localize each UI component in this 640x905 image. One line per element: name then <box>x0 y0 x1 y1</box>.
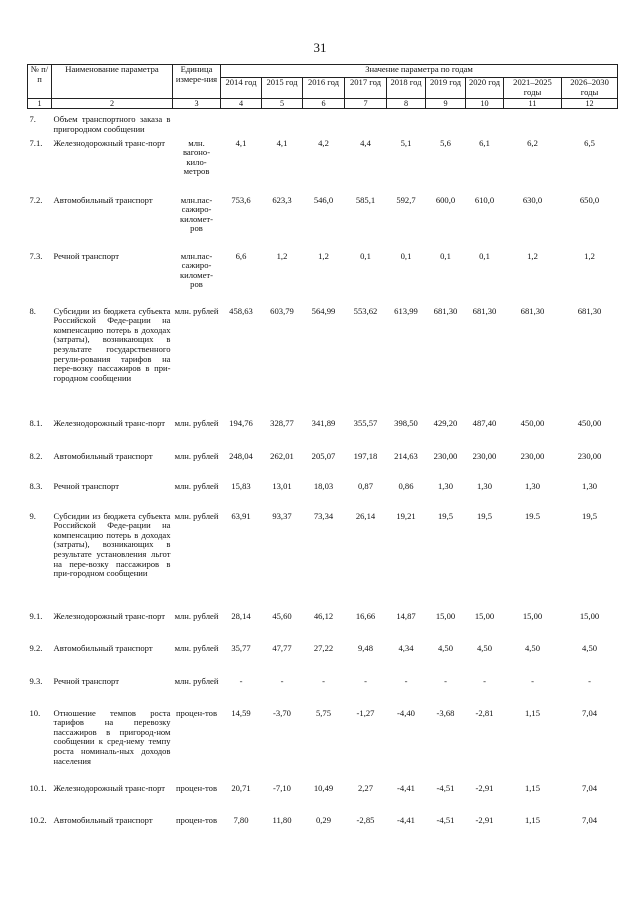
value-cell: - <box>404 675 408 686</box>
parameter-name: Железнодорожный транс-порт <box>53 610 166 621</box>
value-cell: 650,0 <box>579 194 600 205</box>
value-cell: - <box>531 675 534 686</box>
value-cell: 7,04 <box>582 707 598 718</box>
unit: процен-тов <box>175 814 218 825</box>
value-cell: 4,4 <box>360 137 371 148</box>
value-cell: -4,41 <box>397 814 415 825</box>
page-number: 31 <box>313 40 327 55</box>
value-cell: -3,68 <box>436 707 455 718</box>
value-cell: -1,27 <box>356 707 375 718</box>
value-cell: 13,01 <box>272 480 292 491</box>
value-cell: 398,50 <box>394 417 418 428</box>
value-cell: 1,15 <box>524 814 541 825</box>
value-cell: -4,51 <box>436 782 455 793</box>
value-cell: 0,86 <box>398 480 414 491</box>
value-cell: 5,1 <box>400 137 412 148</box>
row-number: 8. <box>29 305 36 316</box>
row-number: 10. <box>29 707 41 718</box>
value-cell: 2,27 <box>357 782 374 793</box>
header-year: 2018 год <box>387 78 426 99</box>
column-number: 10 <box>466 99 504 109</box>
value-cell: 328,77 <box>270 417 294 428</box>
value-cell: 9,48 <box>357 642 374 653</box>
value-cell: 19,21 <box>396 510 416 521</box>
column-number: 4 <box>221 99 262 109</box>
value-cell: 355,57 <box>353 417 378 428</box>
value-cell: 1,2 <box>584 250 595 261</box>
row-number: 9.1. <box>29 610 43 621</box>
value-cell: 4,50 <box>524 642 541 653</box>
value-cell: 553,62 <box>353 305 378 316</box>
header-year: 2020 год <box>466 78 504 99</box>
value-cell: 27,22 <box>313 642 334 653</box>
header-year: 2015 год <box>262 78 303 99</box>
table-row <box>28 784 618 816</box>
value-cell <box>221 109 262 139</box>
table-row <box>28 196 618 252</box>
value-cell: 4,34 <box>398 642 414 653</box>
table-row <box>28 139 618 196</box>
value-cell: 7,80 <box>233 814 249 825</box>
column-number: 12 <box>562 99 618 109</box>
parameter-name: Железнодорожный транс-порт <box>53 137 166 148</box>
value-cell: 681,30 <box>520 305 545 316</box>
value-cell: 35,77 <box>231 642 251 653</box>
value-cell: - <box>322 675 325 686</box>
value-cell: - <box>483 675 486 686</box>
value-cell: 0,1 <box>360 250 371 261</box>
row-number: 7. <box>29 114 36 124</box>
value-cell: 18,03 <box>313 480 334 491</box>
parameter-name: Речной транспорт <box>53 480 119 491</box>
value-cell: - <box>444 675 447 686</box>
column-number: 8 <box>387 99 426 109</box>
value-cell: 0,1 <box>400 250 412 261</box>
value-cell: 46,12 <box>313 610 334 621</box>
row-number: 10.2. <box>29 814 47 825</box>
column-number: 9 <box>426 99 466 109</box>
unit: процен-тов <box>175 707 218 718</box>
value-cell: 5,6 <box>440 137 451 148</box>
unit: млн. рублей <box>174 642 219 653</box>
value-cell: 1,15 <box>524 782 541 793</box>
unit: млн. рублей <box>174 450 219 461</box>
value-cell: 262,01 <box>270 450 294 461</box>
value-cell: 341,89 <box>311 417 336 428</box>
parameter-name: Автомобильный транспорт <box>53 450 153 461</box>
header-year: 2021–2025 годы <box>504 78 562 99</box>
value-cell: 450,00 <box>577 417 602 428</box>
unit: млн. рублей <box>174 417 219 428</box>
value-cell: 28,14 <box>231 610 251 621</box>
value-cell: 1,30 <box>437 480 454 491</box>
value-cell: 0,1 <box>479 250 490 261</box>
value-cell: 4,1 <box>235 137 247 148</box>
value-cell <box>504 109 562 139</box>
row-number: 8.3. <box>29 480 43 491</box>
value-cell: 4,2 <box>318 137 329 148</box>
column-number: 2 <box>52 99 173 109</box>
value-cell: 194,76 <box>229 417 253 428</box>
column-number: 3 <box>173 99 221 109</box>
table-row <box>28 644 618 677</box>
unit: млн. рублей <box>174 610 219 621</box>
parameter-name: Железнодорожный транс-порт <box>53 782 166 793</box>
value-cell: 7,04 <box>582 782 598 793</box>
value-cell: 487,40 <box>472 417 497 428</box>
value-cell: -2,81 <box>475 707 494 718</box>
value-cell: 0,1 <box>440 250 451 261</box>
value-cell <box>466 109 504 139</box>
header-year: 2019 год <box>426 78 466 99</box>
value-cell: 0,29 <box>315 814 332 825</box>
row-number: 7.2. <box>29 194 43 205</box>
value-cell: - <box>364 675 367 686</box>
header-year: 2014 год <box>221 78 262 99</box>
column-number: 5 <box>262 99 303 109</box>
unit: млн.пас-сажиро-километ-ров <box>179 250 214 290</box>
value-cell: -2,85 <box>356 814 375 825</box>
parameter-name: Автомобильный транспорт <box>53 642 153 653</box>
unit: млн.пас-сажиро-километ-ров <box>179 194 214 234</box>
unit: млн. рублей <box>174 305 219 316</box>
value-cell: - <box>588 675 591 686</box>
value-cell: 45,60 <box>272 610 292 621</box>
value-cell: 1,2 <box>527 250 538 261</box>
value-cell: 19,5 <box>582 510 598 521</box>
value-cell <box>262 109 303 139</box>
unit: млн. рублей <box>174 510 219 521</box>
parameter-name: Объем транспортного заказа в пригородном сообщении <box>53 114 171 134</box>
value-cell: 15,00 <box>435 610 456 621</box>
value-cell: 623,3 <box>272 194 292 205</box>
value-cell: -7,10 <box>273 782 291 793</box>
row-number: 7.3. <box>29 250 43 261</box>
value-cell: 4,1 <box>276 137 288 148</box>
value-cell: 15,00 <box>522 610 543 621</box>
value-cell: 230,00 <box>577 450 602 461</box>
value-cell <box>345 109 387 139</box>
value-cell: 73,34 <box>313 510 334 521</box>
table-row <box>28 109 618 139</box>
value-cell: -4,41 <box>397 782 415 793</box>
value-cell: 681,30 <box>433 305 458 316</box>
value-cell: 6,2 <box>527 137 538 148</box>
table-row <box>28 816 618 846</box>
value-cell: 26,14 <box>355 510 376 521</box>
unit: процен-тов <box>175 782 218 793</box>
header-year: 2026–2030 годы <box>562 78 618 99</box>
value-cell: 205,07 <box>311 450 336 461</box>
value-cell: 6,5 <box>584 137 595 148</box>
value-cell: 6,1 <box>479 137 490 148</box>
value-cell: 7,04 <box>582 814 598 825</box>
table-row <box>28 482 618 512</box>
header-no: № п/п <box>28 65 52 99</box>
row-number: 9.3. <box>29 675 43 686</box>
table-row <box>28 612 618 644</box>
unit: млн. рублей <box>174 480 219 491</box>
value-cell: 63,91 <box>231 510 251 521</box>
value-cell: - <box>280 675 284 686</box>
value-cell: 630,0 <box>522 194 543 205</box>
value-cell: 10,49 <box>313 782 334 793</box>
value-cell: 753,6 <box>231 194 251 205</box>
value-cell: -2,91 <box>475 782 494 793</box>
value-cell: 214,63 <box>394 450 418 461</box>
header-year: 2017 год <box>345 78 387 99</box>
value-cell: 0,87 <box>357 480 374 491</box>
value-cell: 4,50 <box>582 642 598 653</box>
row-number: 7.1. <box>29 137 43 148</box>
value-cell <box>303 109 345 139</box>
value-cell <box>562 109 618 139</box>
header-values: Значение параметра по годам <box>221 65 618 78</box>
parameter-name: Отношение темпов роста тарифов на перевозку пассажиров в пригород-ном сообщении к сред-нему темпу роста номиналь-ных доходов населения <box>53 707 171 766</box>
parameter-name: Автомобильный транспорт <box>53 814 153 825</box>
value-cell: 93,37 <box>272 510 292 521</box>
value-cell: 429,20 <box>433 417 458 428</box>
header-name: Наименование параметра <box>52 65 173 99</box>
value-cell: 450,00 <box>520 417 545 428</box>
value-cell: 20,71 <box>231 782 251 793</box>
table-row <box>28 677 618 709</box>
unit: млн. вагоно-кило-метров <box>182 137 211 177</box>
value-cell: 15,83 <box>231 480 251 491</box>
value-cell: -4,40 <box>397 707 415 718</box>
value-cell: -2,91 <box>475 814 494 825</box>
value-cell: 47,77 <box>272 642 292 653</box>
unit: млн. рублей <box>174 675 219 686</box>
table-row <box>28 419 618 452</box>
value-cell: 197,18 <box>353 450 378 461</box>
column-number: 11 <box>504 99 562 109</box>
value-cell <box>387 109 426 139</box>
value-cell: 19,5 <box>437 510 454 521</box>
table-row <box>28 307 618 419</box>
value-cell: 15,00 <box>579 610 600 621</box>
value-cell: 248,04 <box>229 450 253 461</box>
value-cell: 564,99 <box>311 305 336 316</box>
value-cell: - <box>239 675 243 686</box>
header-unit: Единица измере-ния <box>173 65 221 99</box>
value-cell: 1,30 <box>524 480 541 491</box>
value-cell: 613,99 <box>394 305 418 316</box>
value-cell: -3,70 <box>273 707 291 718</box>
value-cell: 19.5 <box>524 510 541 521</box>
row-number: 8.1. <box>29 417 43 428</box>
value-cell: 1,2 <box>276 250 288 261</box>
column-number: 7 <box>345 99 387 109</box>
table-row <box>28 452 618 482</box>
value-cell: 592,7 <box>396 194 416 205</box>
value-cell: 14,87 <box>396 610 416 621</box>
table-row <box>28 709 618 784</box>
table-row <box>28 252 618 307</box>
parameter-name: Речной транспорт <box>53 250 119 261</box>
value-cell: 1,30 <box>476 480 493 491</box>
value-cell: 11,80 <box>272 814 292 825</box>
parameter-name: Субсидии из бюджета субъекта Российской Феде-рации на компенсацию потерь в доходах (затраты), возникающих в результате государственного регули-рования тарифов на пере-возку пассажиров в при-городном сообщении <box>53 305 171 383</box>
value-cell: 610,0 <box>474 194 495 205</box>
column-number: 1 <box>28 99 52 109</box>
value-cell: 5,75 <box>315 707 332 718</box>
value-cell: 600,0 <box>435 194 456 205</box>
header-year: 2016 год <box>303 78 345 99</box>
value-cell: 4,50 <box>476 642 493 653</box>
row-number: 10.1. <box>29 782 47 793</box>
value-cell: 16,66 <box>355 610 376 621</box>
value-cell: 1,15 <box>524 707 541 718</box>
value-cell: 230,00 <box>520 450 545 461</box>
parameter-name: Субсидии из бюджета субъекта Российской Феде-рации на компенсацию потерь в доходах (затраты), возникающих в результате установления льгот на пере-возку пассажиров в при-городном сообщении <box>53 510 171 579</box>
value-cell: -4,51 <box>436 814 455 825</box>
value-cell: 19,5 <box>476 510 493 521</box>
value-cell: 6,6 <box>235 250 247 261</box>
value-cell: 546,0 <box>313 194 334 205</box>
row-number: 9.2. <box>29 642 43 653</box>
value-cell: 230,00 <box>472 450 497 461</box>
value-cell: 1,2 <box>318 250 329 261</box>
value-cell <box>426 109 466 139</box>
unit <box>173 109 221 139</box>
parameter-name: Речной транспорт <box>53 675 119 686</box>
column-number: 6 <box>303 99 345 109</box>
value-cell: 4,50 <box>437 642 454 653</box>
value-cell: 681,30 <box>472 305 497 316</box>
value-cell: 458,63 <box>229 305 253 316</box>
row-number: 9. <box>29 510 36 521</box>
parameters-table <box>27 64 618 846</box>
table-row <box>28 512 618 612</box>
value-cell: 681,30 <box>577 305 602 316</box>
parameter-name: Автомобильный транспорт <box>53 194 153 205</box>
value-cell: 585,1 <box>355 194 376 205</box>
value-cell: 1,30 <box>582 480 598 491</box>
value-cell: 14,59 <box>231 707 251 718</box>
value-cell: 15,00 <box>474 610 495 621</box>
parameter-name: Железнодорожный транс-порт <box>53 417 166 428</box>
row-number: 8.2. <box>29 450 43 461</box>
value-cell: 603,79 <box>270 305 294 316</box>
value-cell: 230,00 <box>433 450 458 461</box>
